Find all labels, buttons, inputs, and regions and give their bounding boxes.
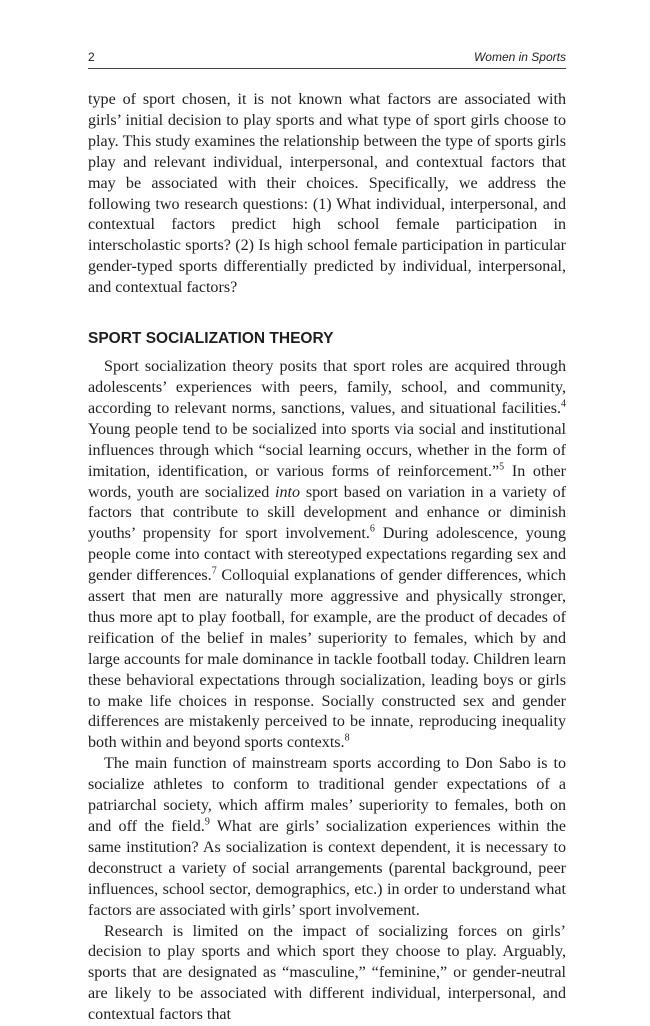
footnote-ref: 6 bbox=[369, 523, 375, 535]
text-run: Sport socialization theory posits that sport roles are acquired through adolescents’ experiences with peers, family, school, and community, according to relevant norms, sanctions, values, and situational facilities. bbox=[88, 358, 566, 417]
text-run: sport based on variation in a variety of factors that contribute to skill development and enhance or diminish youths’ propensity for sport involvement. bbox=[88, 483, 566, 543]
footnote-ref: 7 bbox=[211, 565, 217, 577]
page-number: 2 bbox=[88, 50, 95, 64]
paragraph-socialization bbox=[88, 357, 566, 754]
page-body bbox=[88, 90, 566, 1026]
intro-paragraph: type of sport chosen, it is not known what factors are associated with girls’ initial decision to play sports and what type of sport girls choose to play. This study examines the relationship between the type of sports girls play and relevant individual, interpersonal, and contextual factors that may be associated with their choices. Specifically, we address the following two research questions: (1) What individual, interpersonal, and contextual factors predict high school female participation in interscholastic sports? (2) Is high school female participation in particular gender-typed sports differentially predicted by individual, interpersonal, and contextual factors? bbox=[88, 91, 566, 297]
section-heading: SPORT SOCIALIZATION THEORY bbox=[88, 330, 334, 348]
paragraph-sabo bbox=[88, 754, 566, 921]
text-run: What are girls’ socialization experiences within the same institution? As socialization is context dependent, it is necessary to deconstruct a variety of social arrangements (parental background, peer influences, school sector, demographics, etc.) in order to understand what factors are associated with girls’ sport involvement. bbox=[88, 818, 566, 919]
running-title: Women in Sports bbox=[473, 50, 566, 64]
running-header bbox=[88, 50, 566, 69]
emphasis: into bbox=[275, 483, 301, 501]
text-run: The main function of mainstream sports according to Don Sabo is to socialize athletes to conform to traditional gender expectations of a patriarchal society, which affirm males’ superiority to females, both on and off the field. bbox=[88, 755, 566, 835]
text-run: Young people tend to be socialized into sports via social and institutional influences through which “social learning occurs, whether in the form of imitation, identification, or various forms of reinforcement.” bbox=[88, 420, 566, 480]
text-run: Colloquial explanations of gender differences, which assert that men are naturally more aggressive and physically stronger, thus more apt to play football, for example, are the product of decades of reification of the belief in males’ superiority to females, which by and large accounts for male dominance in tackle football today. Children learn these behavioral expectations through socialization, leading boys or girls to make life choices in response. Socially constructed sex and gender differences are mistakenly perceived to be innate, reproducing inequality both within and beyond sports contexts. bbox=[88, 567, 566, 752]
paragraph-research: Research is limited on the impact of socializing forces on girls’ decision to play sports and which sport they choose to play. Arguably, sports that are designated as “masculine,” “feminine,” or gender-neutral are likely to be associated with different individual, interpersonal, and contextual factors that bbox=[88, 922, 566, 1024]
footnote-ref: 5 bbox=[499, 461, 505, 473]
footnote-ref: 9 bbox=[204, 816, 210, 828]
text-run: During adolescence, young people come into contact with stereotyped expectations regarding sex and gender differences. bbox=[88, 525, 566, 585]
footnote-ref: 8 bbox=[344, 733, 350, 745]
text-run: In other words, youth are socialized bbox=[88, 462, 566, 501]
footnote-ref: 4 bbox=[561, 398, 566, 410]
